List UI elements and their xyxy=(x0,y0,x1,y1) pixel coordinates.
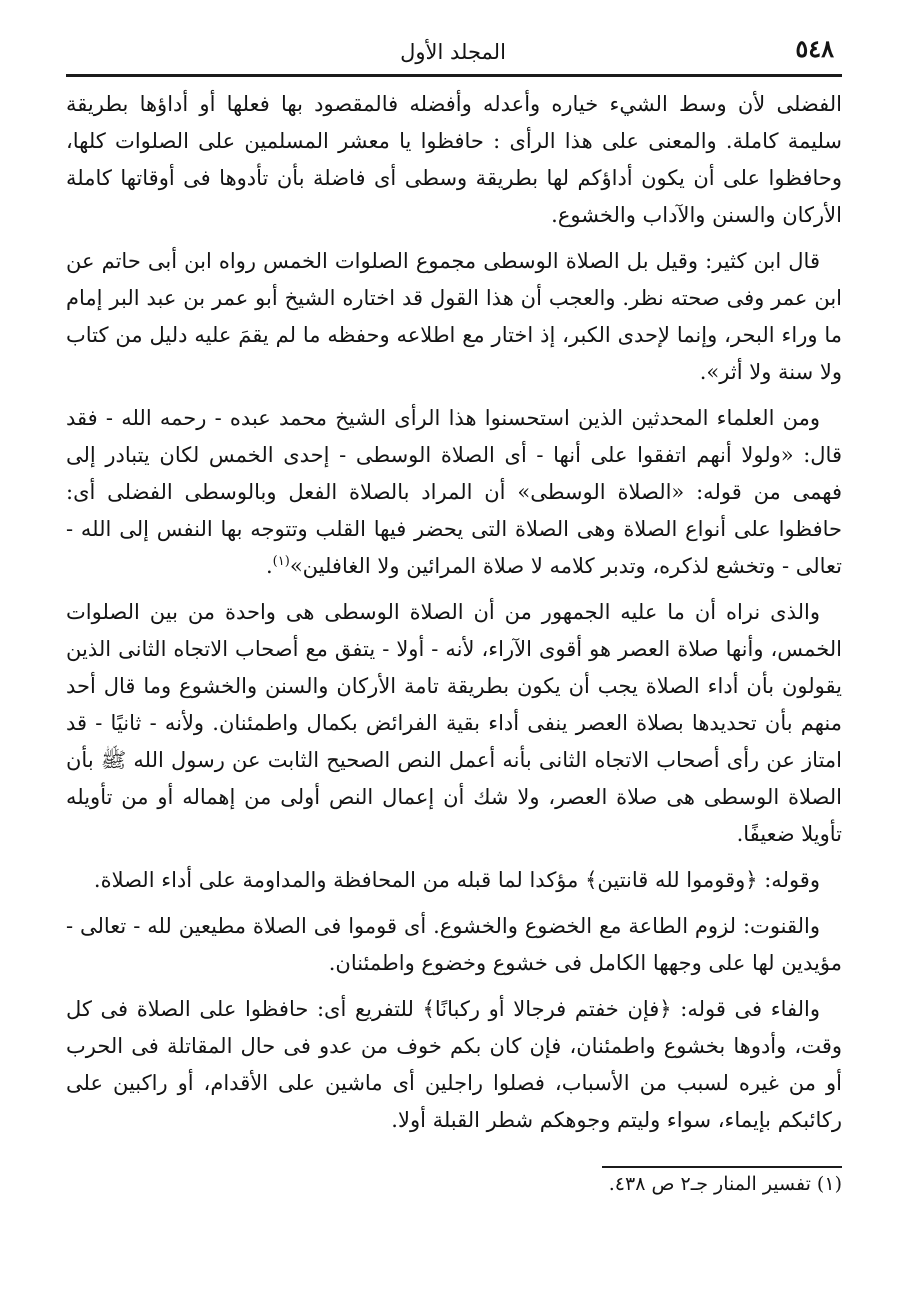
paragraph-5: وقوله: ﴿وقوموا لله قانتين﴾ مؤكدا لما قبله من المحافظة والمداومة على أداء الصلاة. xyxy=(93,868,820,892)
page-header xyxy=(66,28,840,72)
running-title: المجلد الأول xyxy=(400,40,506,64)
paragraph-1: الفضلى لأن وسط الشيء خياره وأعدله وأفضله فالمقصود بها فعلها أو أداؤها بطريقة سليمة كاملة. والمعنى على هذا الرأى : حافظوا يا معشر المسلمين على الصلوات كلها، وحافظوا على أن يكون أداؤكم لها بطريقة وسطى أى فاضلة بأن تأدوها فى أوقاتها كاملة الأركان والسنن والآداب والخشوع. xyxy=(66,92,842,227)
page-number: ٥٤٨ xyxy=(795,34,834,63)
paragraph-2: قال ابن كثير: وقيل بل الصلاة الوسطى مجموع الصلوات الخمس رواه ابن أبى حاتم عن ابن عمر وفى صحته نظر. والعجب أن هذا القول قد اختاره الشيخ أبو عمر بن عبد البر إمام ما وراء البحر، وإنما لإحدى الكبر، إذ اختار مع اطلاعه وحفظه ما لم يقمَ عليه دليل من كتاب ولا سنة ولا أثر». xyxy=(66,249,842,384)
paragraph-6: والقنوت: لزوم الطاعة مع الخضوع والخشوع. أى قوموا فى الصلاة مطيعين لله - تعالى - مؤيدين لها على وجهها الكامل فى خشوع وخضوع واطمئنان. xyxy=(66,914,842,975)
header-divider xyxy=(66,74,842,77)
paragraph-3: ومن العلماء المحدثين الذين استحسنوا هذا الرأى الشيخ محمد عبده - رحمه الله - فقد قال: «ولولا أنهم اتفقوا على أنها - أى الصلاة الوسطى - إحدى الخمس لكان يتبادر إلى فهمى من قوله: «الصلاة الوسطى» أن المراد بالصلاة الفعل وبالوسطى الفضلى أى: حافظوا على أنواع الصلاة وهى الصلاة التى يحضر فيها القلب وتتوجه بها النفس إلى الله - تعالى - وتخشع لذكره، وتدبر كلامه لا صلاة المرائين ولا الغافلين»$^{(١)}$. xyxy=(66,406,842,578)
footnote: (١) تفسير المنار جـ٢ ص ٤٣٨. xyxy=(608,1173,842,1195)
paragraph-4: والذى نراه أن ما عليه الجمهور من أن الصلاة الوسطى هى واحدة من بين الصلوات الخمس، وأنها صلاة العصر هو أقوى الآراء، لأنه - أولا - يتفق مع أصحاب الاتجاه الثانى الذين يقولون بأن أداء الصلاة يجب أن يكون بطريقة تامة الأركان والسنن والخشوع وما قال أحد منهم بأن تحديدها بصلاة العصر ينفى أداء بقية الفرائض بكمال واطمئنان. ولأنه - ثانيًا - قد امتاز عن رأى أصحاب الاتجاه الثانى بأنه أعمل النص الصحيح الثابت عن رسول الله ﷺ بأن الصلاة الوسطى هى صلاة العصر، ولا شك أن إعمال النص أولى من إهماله أو من تأويله تأويلا ضعيفًا. xyxy=(66,600,842,846)
paragraph-7: والفاء فى قوله: ﴿فإن خفتم فرجالا أو ركبانًا﴾ للتفريع أى: حافظوا على الصلاة فى كل وقت، وأدوها بخشوع واطمئنان، فإن كان بكم خوف من عدو فى حال المقاتلة فى الحرب أو من غيره لسبب من الأسباب، فصلوا راجلين أى ماشين على الأقدام، أو راكبين على ركائبكم بإيماء، سواء وليتم وجوهكم شطر القبلة أولا. xyxy=(66,997,842,1132)
footnote-reference: (١) xyxy=(272,554,290,569)
paragraph-3-text: ومن العلماء المحدثين الذين استحسنوا هذا الرأى الشيخ محمد عبده - رحمه الله - فقد قال: «ولولا أنهم اتفقوا على أنها - أى الصلاة الوسطى - إحدى الخمس لكان يتبادر إلى فهمى من قوله: «الصلاة الوسطى» أن المراد بالصلاة الفعل وبالوسطى الفضلى أى: حافظوا على أنواع الصلاة وهى الصلاة التى يحضر فيها القلب وتتوجه بها النفس إلى الله - تعالى - وتخشع لذكره، وتدبر كلامه لا صلاة المرائين ولا الغافلين» xyxy=(66,406,842,578)
page-body xyxy=(66,86,842,1148)
